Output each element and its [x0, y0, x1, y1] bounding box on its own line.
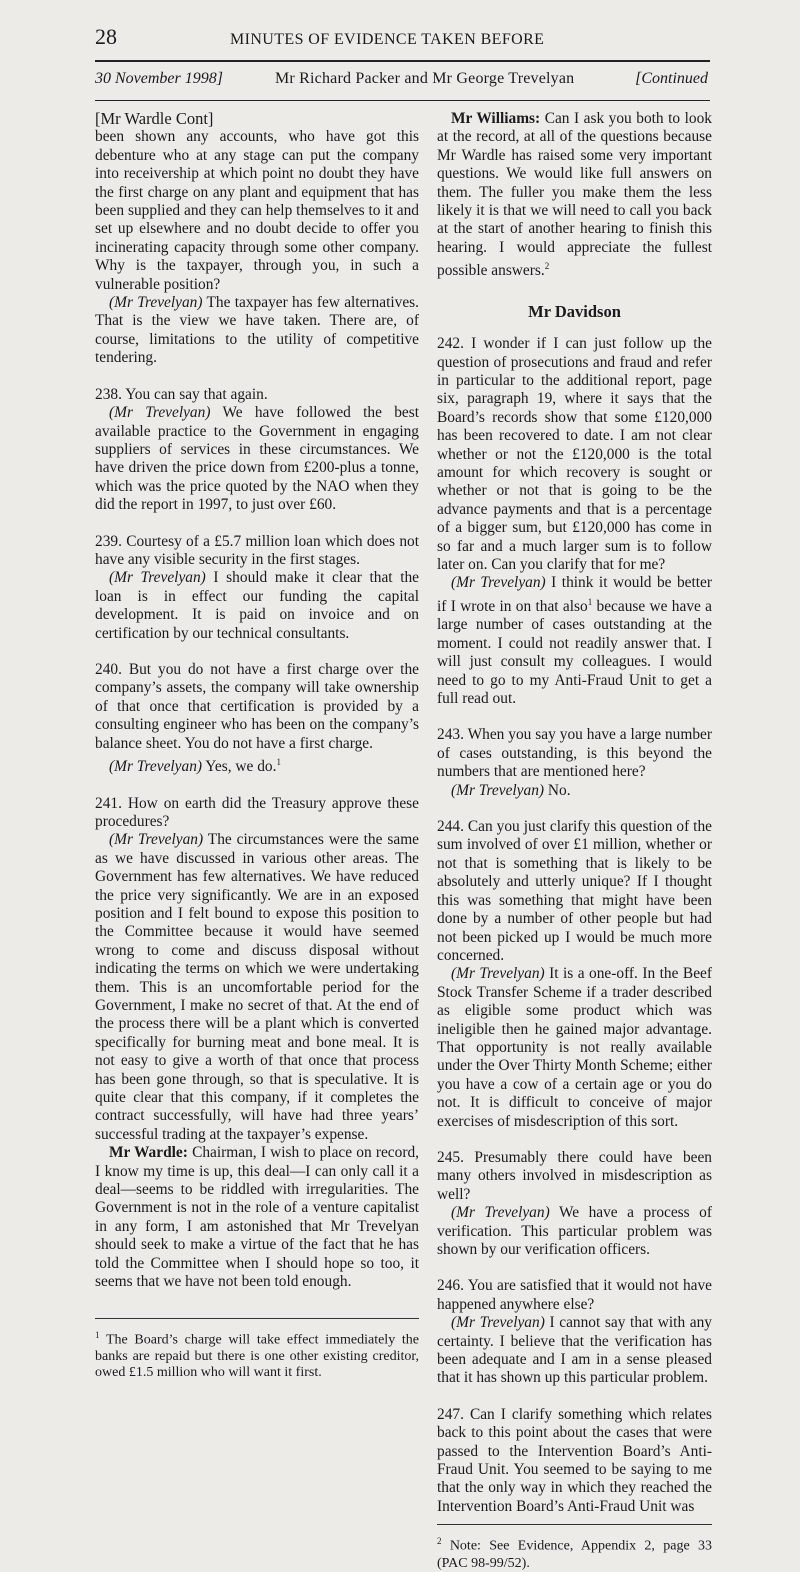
section-heading: Mr Davidson: [528, 301, 621, 321]
right-column: [437, 110, 712, 1571]
speaker-label: (Mr Trevelyan): [109, 831, 204, 849]
paragraph: been shown any accounts, who have got this debenture who at any stage can put the company into receivership at which point no doubt they have the first charge on any plant and equipment that has been supplied and they can help themselves to it and set up elsewhere and no doubt decide to offer you incinerating capacity through some other company. Why is the taxpayer, through you, in such a vulnerable position?: [95, 128, 419, 293]
question-240: 240. But you do not have a first charge over the company’s assets, the company will take ownership of that once that certification is provided by a consulting engineer who has been on the company’s balance sheet. You do not have a first charge.: [95, 660, 419, 752]
speaker-label: Mr Williams:: [451, 110, 541, 127]
footnote-text: Note: See Evidence, Appendix 2, page 33 (PAC 98-99/52).: [437, 1538, 712, 1571]
answer-text: I cannot say that with any certainty. I believe that the verification has been adequate and I am in a sense pleased that it has shown up this particular problem.: [437, 1314, 712, 1387]
answer-text: I think it would be better if I wrote in on that also: [437, 574, 712, 615]
footnote-marker: 1: [95, 1329, 100, 1340]
question-246: 246. You are satisfied that it would not have happened anywhere else?: [437, 1277, 712, 1313]
speaker-label: (Mr Trevelyan): [451, 574, 546, 592]
answer-text: because we have a large number of cases outstanding at the moment. I could not readily answer that. I will just consult my colleagues. I would need to go to my Anti-Fraud Unit to get a full read out.: [437, 598, 712, 708]
question-242: 242. I wonder if I can just follow up the question of prosecutions and fraud and refer in particular to the additional report, page six, paragraph 19, where it says that the Board’s records show that some £120,000 has been recovered to date. I am not clear whether or not the £120,000 is the total amount for which recovery is sought or whether or not that is going to be the advance payments and that is a percentage of a bigger sum, but £120,000 has come in so far and a much larger sum is to follow later on. Can you clarify that for me?: [437, 335, 712, 574]
answer-239: [95, 569, 419, 643]
answer-244: [437, 965, 712, 1131]
answer-text: The circumstances were the same as we have discussed in various other areas. The Government has few alternatives. We have reduced the price very significantly. We are in an exposed position and I felt bound to expose this position to the Committee because it would have seemed wrong to come and discuss disposal without indicating the terms on which we were undertaking them. This is an uncomfortable period for the Government, I make no secret of that. At the end of the process there will be a plant which is converted specifically for burning meat and bone meal. It is not easy to give a worth of that once that process has been gone through, so that is speculative. It is quite clear that this company, if it completes the contract successfully, will have had three years’ successful trading at the taxpayer’s expense.: [95, 831, 419, 1143]
speaker-label: (Mr Trevelyan): [451, 1314, 545, 1332]
question-247: 247. Can I clarify something which relates back to this point about the cases that were passed to the Intervention Board’s Anti-Fraud Unit. You seemed to be saying to me that the only way in which they reached the Intervention Board’s Anti-Fraud Unit was: [437, 1405, 712, 1515]
answer-text: It is a one-off. In the Beef Stock Transfer Scheme if a trader described as eligible some product which was ineligible then he gained major advantage. That opportunity is not really available under the Over Thirty Month Scheme; either you have a cow of a certain age or you do not. It is difficult to conceive of major exercises of misdescription of this sort.: [437, 965, 712, 1130]
answer-242: [437, 574, 712, 708]
williams-statement: [437, 110, 712, 281]
answer-245: [437, 1204, 712, 1259]
speaker-label: (Mr Trevelyan): [109, 294, 203, 312]
footnote-marker: 2: [544, 261, 550, 272]
statement-text: Can I ask you both to look at the record, at all of the questions because Mr Wardle has raised some very important questions. We would like full answers on them. The fuller you make them the less likely it is that we will need to call you back at the start of another hearing to finish this hearing. I would appreciate the fullest possible answers.: [437, 110, 712, 280]
wardle-statement: [95, 1144, 419, 1291]
footnote-text: The Board’s charge will take effect immediately the banks are repaid but there is one other existing creditor, owed £1.5 million who will want it first.: [95, 1332, 419, 1381]
running-title: MINUTES OF EVIDENCE TAKEN BEFORE: [230, 31, 545, 48]
answer-paragraph: [95, 294, 419, 368]
question-239: 239. Courtesy of a £5.7 million loan which does not have any visible security in the first stages.: [95, 532, 419, 568]
answer-240: [95, 753, 419, 777]
statement-text: Chairman, I wish to place on record, I know my time is up, this deal—I can only call it a deal—seems to be riddled with irregularities. The Government is not in the role of a venture capitalist in any form, I am astonished that Mr Trevelyan should seek to make a virtue of the fact that he has told the Committee when I should hope so too, it seems that we have not been told enough.: [95, 1144, 419, 1291]
speaker-label: (Mr Trevelyan): [451, 781, 545, 799]
speaker-label: (Mr Trevelyan): [109, 758, 203, 776]
answer-text: The taxpayer has few alternatives. That is the view we have taken. There are, of course, limitations to the utility of competitive tendering.: [95, 294, 419, 367]
footnote: [437, 1533, 712, 1572]
answer-238: [95, 404, 419, 514]
answer-text: No.: [544, 781, 571, 799]
footnote-marker: 2: [437, 1536, 442, 1547]
footnote: [95, 1327, 419, 1382]
question-241: 241. How on earth did the Treasury approve these procedures?: [95, 794, 419, 830]
left-column: [95, 109, 420, 1381]
question-244: 244. Can you just clarify this question of the sum involved of over £1 million, whether or not that is something that is likely to be absolutely and utterly unique? If I thought this was something that might have been done by a number of other people but had not been picked up I would be much more concerned.: [437, 818, 712, 964]
question-245: 245. Presumably there could have been many others involved in misdescription as well?: [437, 1148, 712, 1203]
speaker-continued: [Mr Wardle Cont]: [95, 109, 214, 128]
header-continued: [Continued: [635, 70, 708, 87]
page-number: 28: [95, 24, 117, 49]
answer-text: We have a process of verification. This particular problem was shown by our verification officers.: [437, 1204, 712, 1258]
header-date: 30 November 1998]: [95, 70, 223, 87]
speaker-label: (Mr Trevelyan): [451, 1204, 550, 1222]
footnote-marker: 1: [587, 596, 593, 607]
answer-241: [95, 831, 419, 1144]
top-rule: [95, 60, 710, 62]
footnote-marker: 1: [276, 757, 281, 767]
question-243: 243. When you say you have a large number of cases outstanding, is this beyond the numbers that are mentioned here?: [437, 726, 712, 781]
question-238: 238. You can say that again.: [95, 385, 268, 403]
speaker-label: (Mr Trevelyan): [451, 965, 545, 983]
answer-243: [437, 782, 712, 800]
header-witnesses: Mr Richard Packer and Mr George Trevelyan: [275, 70, 575, 87]
header-rule: [95, 100, 710, 101]
speaker-label: Mr Wardle:: [109, 1144, 188, 1162]
speaker-label: (Mr Trevelyan): [109, 569, 206, 587]
answer-text: Yes, we do.: [202, 758, 277, 776]
answer-text: We have followed the best available practice to the Government in engaging suppliers of services in these circumstances. We have driven the price down from £200-plus a tonne, which was the price quoted by the NAO when they did the report in 1997, to just over £60.: [95, 404, 419, 514]
footnote-rule: [95, 1318, 419, 1319]
footnote-rule: [437, 1524, 712, 1525]
answer-246: [437, 1314, 712, 1388]
speaker-label: (Mr Trevelyan): [109, 404, 211, 422]
answer-text: I should make it clear that the loan is in effect our funding the capital development. It is paid on invoice and on certification by our technical consultants.: [95, 569, 420, 642]
